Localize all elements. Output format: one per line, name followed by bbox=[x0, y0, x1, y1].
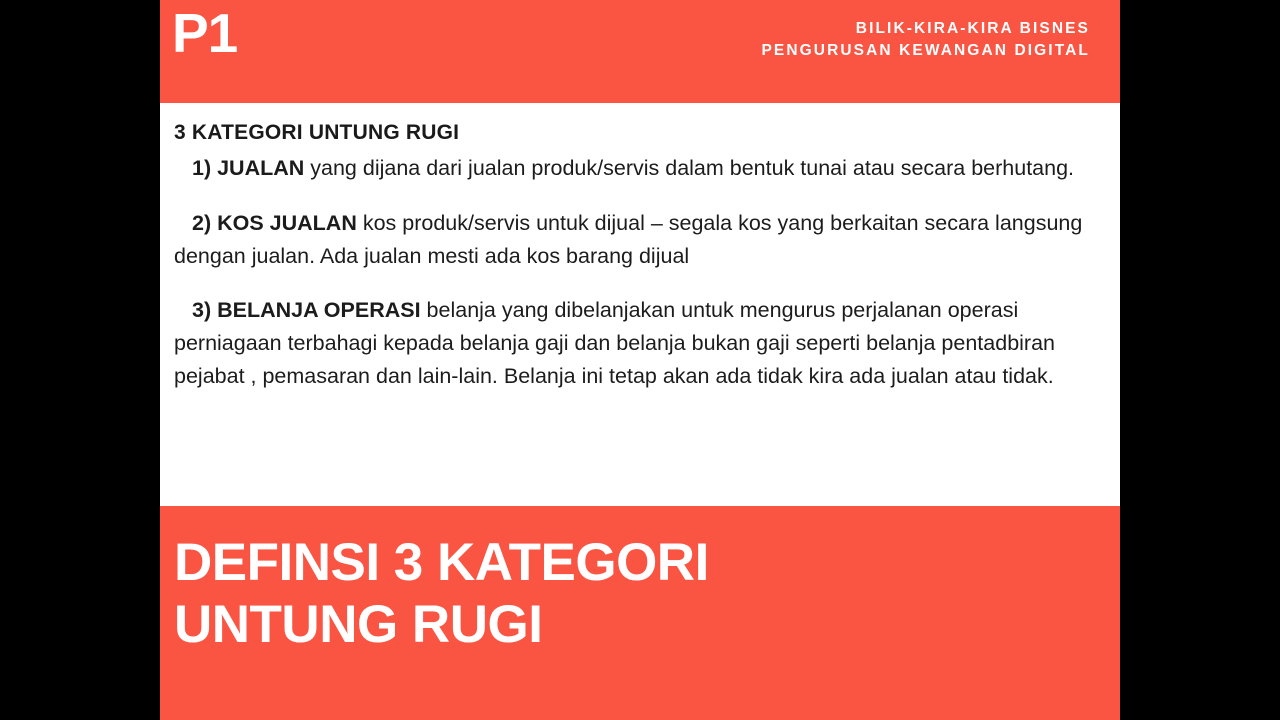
footer-heading bbox=[174, 532, 1106, 656]
list-item bbox=[174, 152, 1106, 185]
list-item-label: 3) BELANJA OPERASI bbox=[192, 298, 421, 323]
slide-footer bbox=[160, 506, 1120, 720]
slide-body bbox=[160, 103, 1120, 506]
footer-heading-line-2: UNTUNG RUGI bbox=[174, 595, 543, 654]
brand-line-2: PENGURUSAN KEWANGAN DIGITAL bbox=[761, 42, 1090, 60]
list-item-label: 1) JUALAN bbox=[192, 156, 305, 181]
list-item-label: 2) KOS JUALAN bbox=[192, 210, 357, 235]
page-number-logo: P1 bbox=[172, 2, 238, 64]
footer-heading-line-1: DEFINSI 3 KATEGORI bbox=[174, 533, 709, 592]
brand-title bbox=[761, 18, 1090, 63]
slide-header bbox=[160, 0, 1120, 103]
list-item-text: belanja yang dibelanjakan untuk mengurus perjalanan operasi perniagaan terbahagi kepada belanja gaji dan belanja bukan gaji seperti belanja pentadbiran pejabat , pemasaran dan lain-lain. Belanja ini tetap akan ada tidak kira ada jualan atau tidak. bbox=[174, 298, 1055, 388]
slide bbox=[160, 0, 1120, 720]
list-item-text: yang dijana dari jualan produk/servis dalam bentuk tunai atau secara berhutang. bbox=[304, 156, 1075, 181]
brand-line-1: BILIK-KIRA-KIRA BISNES bbox=[855, 20, 1090, 37]
list-item bbox=[174, 207, 1106, 272]
content-title: 3 KATEGORI UNTUNG RUGI bbox=[174, 121, 460, 144]
list-item bbox=[174, 294, 1106, 392]
list-item-text: kos produk/servis untuk dijual – segala kos yang berkaitan secara langsung dengan jualan. Ada jualan mesti ada kos barang dijual bbox=[174, 210, 1083, 268]
